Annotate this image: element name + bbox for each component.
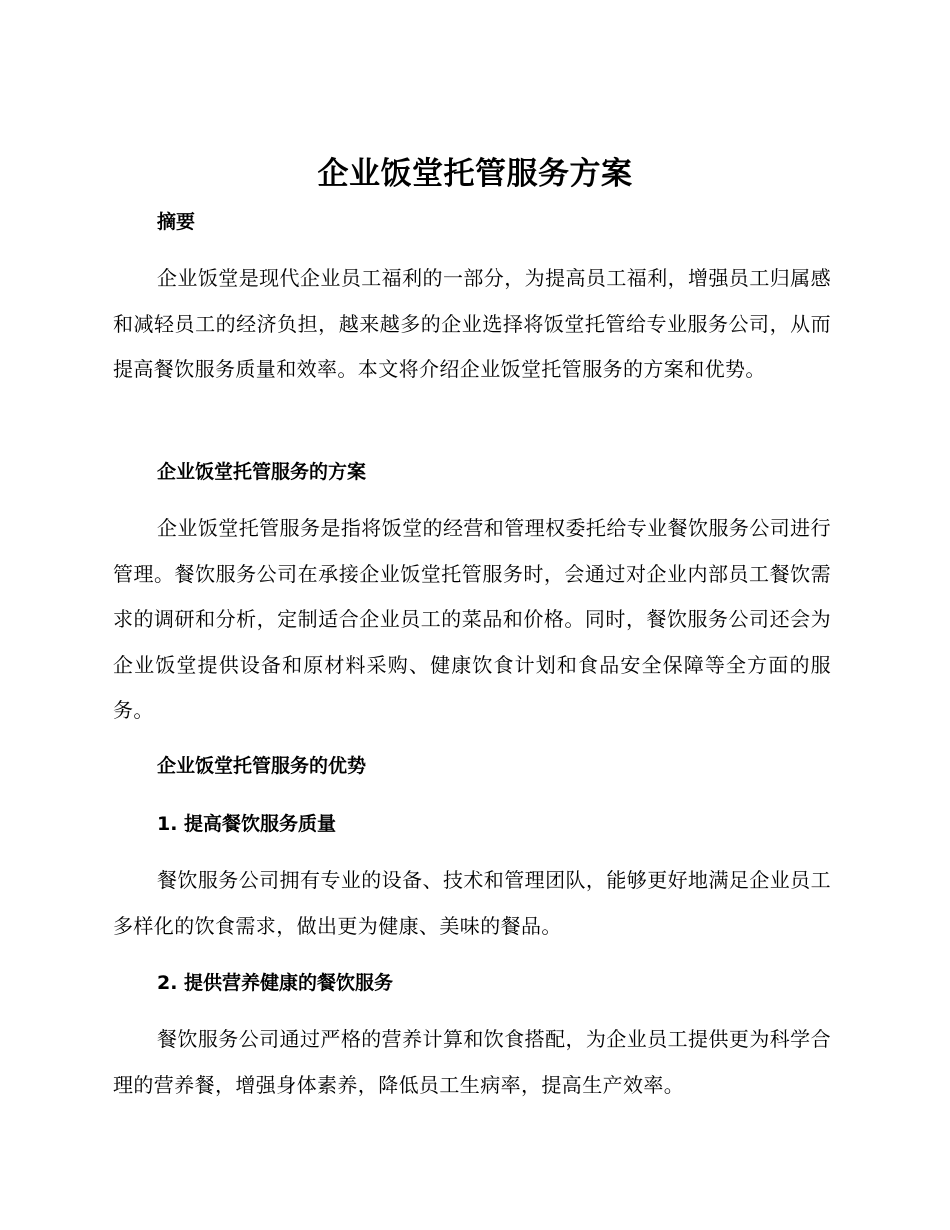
- abstract-paragraph: 企业饭堂是现代企业员工福利的一部分，为提高员工福利，增强员工归属感和减轻员工的经济负担，越来越多的企业选择将饭堂托管给专业服务公司，从而提高餐饮服务质量和效率。本文将介绍企业饭堂托管服务的方案和优势。: [113, 266, 831, 381]
- plan-paragraph: 企业饭堂托管服务是指将饭堂的经营和管理权委托给专业餐饮服务公司进行管理。餐饮服务公司在承接企业饭堂托管服务时，会通过对企业内部员工餐饮需求的调研和分析，定制适合企业员工的菜品和价格。同时，餐饮服务公司还会为企业饭堂提供设备和原材料采购、健康饮食计划和食品安全保障等全方面的服务。: [113, 516, 831, 722]
- advantages-heading: 企业饭堂托管服务的优势: [157, 755, 367, 777]
- plan-heading: 企业饭堂托管服务的方案: [157, 461, 367, 483]
- advantage-1-paragraph: 餐饮服务公司拥有专业的设备、技术和管理团队，能够更好地满足企业员工多样化的饮食需求，做出更为健康、美味的餐品。: [113, 868, 831, 938]
- advantage-2-heading: 2. 提供营养健康的餐饮服务: [157, 972, 394, 994]
- advantage-1-heading: 1. 提高餐饮服务质量: [157, 813, 337, 835]
- document-title: 企业饭堂托管服务方案: [317, 156, 633, 192]
- advantage-2-paragraph: 餐饮服务公司通过严格的营养计算和饮食搭配，为企业员工提供更为科学合理的营养餐，增强身体素养，降低员工生病率，提高生产效率。: [113, 1027, 831, 1097]
- abstract-heading: 摘要: [157, 211, 196, 233]
